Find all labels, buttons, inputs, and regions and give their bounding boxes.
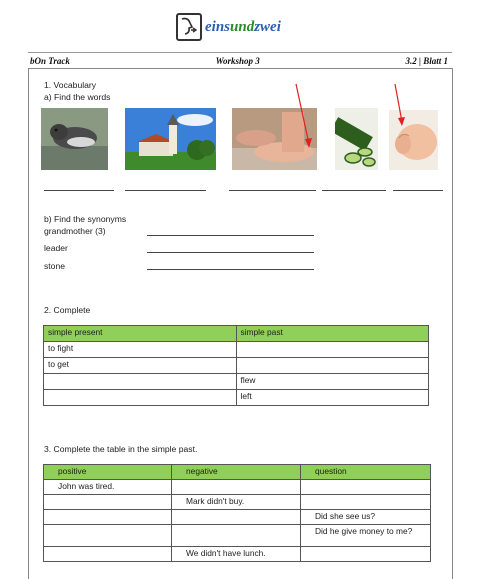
logo-text-zwei: zwei [254,18,281,35]
header-right: 3.2 | Blatt 1 [405,56,448,66]
header-rule [28,52,452,53]
synonym-label-1: grandmother (3) [44,226,106,236]
section2-title: 2. Complete [44,305,91,315]
section1-sub-a: a) Find the words [44,92,111,102]
col-header-question: question [301,465,431,480]
answer-line-4[interactable] [322,190,386,191]
table-row [44,358,429,374]
header-center: Workshop 3 [215,56,260,66]
table-row [44,342,429,358]
logo-face-icon [176,13,202,41]
cucumber-photo [335,108,378,170]
table-row [44,547,431,562]
synonym-label-3: stone [44,261,66,271]
table-row [44,495,431,510]
answer-line-1[interactable] [44,190,114,191]
section1-title: 1. Vocabulary [44,80,97,90]
table-cell[interactable]: Did she see us? [301,510,431,525]
worksheet-header [30,56,448,66]
col-header-negative: negative [172,465,301,480]
table-cell[interactable] [44,374,237,390]
table-cell[interactable]: left [236,390,429,406]
answer-line-2[interactable] [125,190,206,191]
table-cell[interactable] [301,480,431,495]
col-header-present: simple present [44,326,237,342]
answer-line-5[interactable] [393,190,443,191]
table-cell[interactable] [44,525,172,547]
table-cell[interactable]: to get [44,358,237,374]
section3-table [43,464,431,562]
table-cell[interactable] [236,358,429,374]
table-cell[interactable] [172,525,301,547]
table-cell[interactable] [44,510,172,525]
logo-text-eins: eins [205,18,231,35]
table-cell[interactable]: Mark didn't buy. [172,495,301,510]
logo-text-und: und [230,18,255,35]
church-photo [125,108,216,170]
red-arrow-fist [392,82,412,132]
table-row [44,510,431,525]
table-cell[interactable]: Did he give money to me? [301,525,431,547]
table-cell[interactable] [172,510,301,525]
answer-line-3[interactable] [229,190,316,191]
table-cell[interactable]: to fight [44,342,237,358]
table-cell[interactable] [301,547,431,562]
section2-table [43,325,429,406]
table-cell[interactable] [301,495,431,510]
header-left: bOn Track [30,56,70,66]
table-cell[interactable] [236,342,429,358]
synonym-line-1[interactable] [147,235,314,236]
table-cell[interactable] [44,390,237,406]
table-cell[interactable]: John was tired. [44,480,172,495]
section3-title: 3. Complete the table in the simple past. [44,444,198,454]
table-cell[interactable]: We didn't have lunch. [172,547,301,562]
synonym-line-3[interactable] [147,269,314,270]
table-row [44,390,429,406]
seal-photo [41,108,108,170]
table-row [44,374,429,390]
col-header-past: simple past [236,326,429,342]
synonym-label-2: leader [44,243,68,253]
red-arrow-feet [290,82,320,152]
table-row [44,525,431,547]
table-cell[interactable] [172,480,301,495]
table-cell[interactable] [44,495,172,510]
section1-sub-b: b) Find the synonyms [44,214,127,224]
col-header-positive: positive [44,465,172,480]
table-row [44,480,431,495]
logo-text [205,19,281,36]
table-cell[interactable]: flew [236,374,429,390]
table-cell[interactable] [44,547,172,562]
logo [176,13,281,41]
synonym-line-2[interactable] [147,252,314,253]
